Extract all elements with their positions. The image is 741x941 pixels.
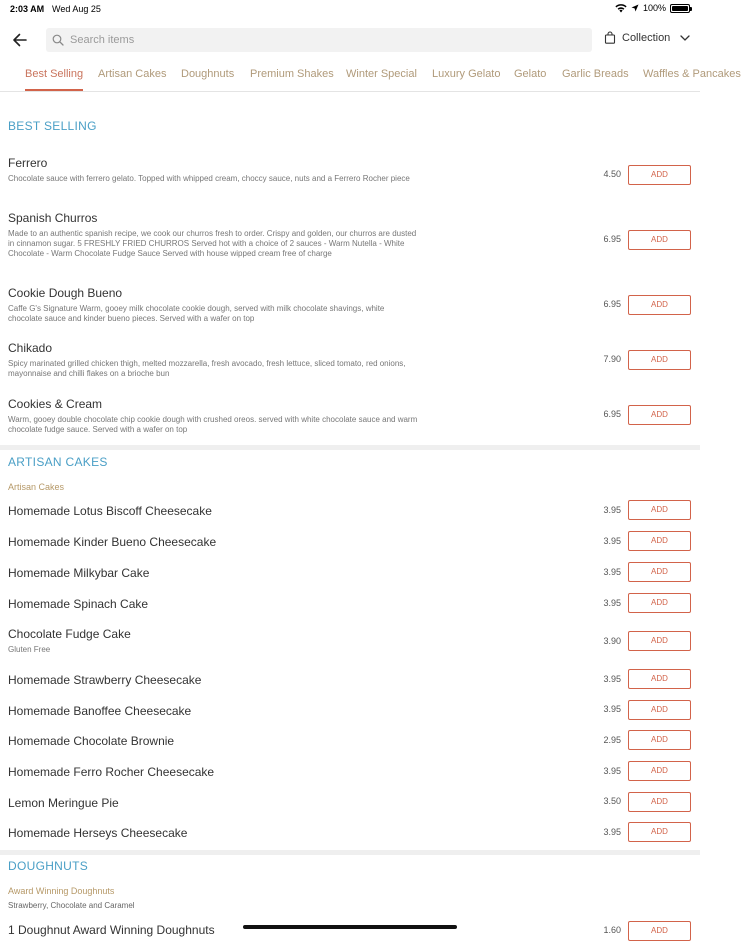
add-button[interactable]: ADD [628, 761, 691, 781]
add-button[interactable]: ADD [628, 405, 691, 425]
item-price: 2.95 [603, 735, 621, 745]
item-description: Spicy marinated grilled chicken thigh, melted mozzarella, fresh avocado, fresh lettuce, sliced tomato, red onions, mayonnaise and chilli flakes on a brioche bun [8, 359, 406, 378]
add-button[interactable]: ADD [628, 500, 691, 520]
item-name: 1 Doughnut Award Winning Doughnuts [8, 923, 215, 937]
item-description: Gluten Free [8, 645, 51, 654]
item-description: Chocolate sauce with ferrero gelato. Topped with whipped cream, choccy sauce, nuts and a Ferrero Rocher piece [8, 174, 410, 183]
category-tabs [0, 64, 741, 92]
item-price: 3.95 [603, 505, 621, 515]
tab-gelato[interactable]: Gelato [514, 68, 547, 80]
item-name: Lemon Meringue Pie [8, 796, 119, 810]
item-price: 3.50 [603, 796, 621, 806]
item-name: Homemade Strawberry Cheesecake [8, 673, 202, 687]
add-button[interactable]: ADD [628, 350, 691, 370]
battery-percent: 100% [642, 3, 666, 13]
item-name: Homemade Ferro Rocher Cheesecake [8, 765, 215, 779]
section-title-best-selling: BEST SELLING [8, 119, 97, 133]
chevron-down-icon [680, 35, 690, 41]
item-description: Made to an authentic spanish recipe, we cook our churros fresh to order. Crispy and golden, our churros are dusted in cinnamon sugar. 5 FRESHLY FRIED CHURROS Served hot with a choice of 2 sauces - Warm Nutella - White Chocolate - Warm Chocolate Fudge Sauce Served with house wipped cream free of charge [8, 229, 417, 258]
section-title-doughnuts: DOUGHNUTS [8, 859, 89, 873]
wifi-icon [615, 4, 627, 13]
item-name: Homemade Banoffee Cheesecake [8, 704, 192, 718]
item-name: Chikado [8, 341, 53, 355]
item-name: Homemade Chocolate Brownie [8, 734, 175, 748]
home-indicator [243, 925, 457, 929]
tab-garlic-breads[interactable]: Garlic Breads [562, 68, 629, 80]
item-price: 3.95 [603, 704, 621, 714]
item-price: 3.90 [603, 636, 621, 646]
add-button[interactable]: ADD [628, 669, 691, 689]
item-price: 3.95 [603, 827, 621, 837]
add-button[interactable]: ADD [628, 921, 691, 941]
section-description: Strawberry, Chocolate and Caramel [8, 901, 135, 910]
section-title-artisan-cakes: ARTISAN CAKES [8, 455, 108, 469]
bag-icon [604, 31, 616, 44]
status-time: 2:03 AM [10, 4, 45, 14]
item-name: Homemade Lotus Biscoff Cheesecake [8, 504, 212, 518]
add-button[interactable]: ADD [628, 730, 691, 750]
add-button[interactable]: ADD [628, 230, 691, 250]
item-price: 3.95 [603, 598, 621, 608]
search-input[interactable] [70, 34, 570, 46]
item-price: 3.95 [603, 536, 621, 546]
status-right [615, 3, 690, 13]
status-date: Wed Aug 25 [52, 4, 101, 14]
tab-doughnuts[interactable]: Doughnuts [181, 68, 235, 80]
add-button[interactable]: ADD [628, 165, 691, 185]
add-button[interactable]: ADD [628, 822, 691, 842]
top-bar [0, 26, 700, 54]
item-price: 3.95 [603, 766, 621, 776]
section-subtitle: Artisan Cakes [8, 482, 65, 492]
arrow-left-icon[interactable] [10, 30, 30, 50]
item-name: Homemade Spinach Cake [8, 597, 149, 611]
add-button[interactable]: ADD [628, 295, 691, 315]
item-price: 3.95 [603, 674, 621, 684]
item-name: Chocolate Fudge Cake [8, 627, 131, 641]
item-name: Cookie Dough Bueno [8, 286, 123, 300]
item-price: 4.50 [603, 169, 621, 179]
item-price: 6.95 [603, 299, 621, 309]
item-price: 1.60 [603, 925, 621, 935]
item-name: Ferrero [8, 156, 48, 170]
item-name: Homemade Kinder Bueno Cheesecake [8, 535, 217, 549]
search-icon [52, 34, 64, 46]
add-button[interactable]: ADD [628, 562, 691, 582]
item-name: Homemade Milkybar Cake [8, 566, 150, 580]
item-price: 7.90 [603, 354, 621, 364]
item-name: Cookies & Cream [8, 397, 103, 411]
add-button[interactable]: ADD [628, 531, 691, 551]
item-price: 6.95 [603, 234, 621, 244]
item-price: 3.95 [603, 567, 621, 577]
status-bar [0, 0, 700, 18]
section-divider [0, 850, 700, 855]
tab-luxury-gelato[interactable]: Luxury Gelato [432, 68, 501, 80]
location-arrow-icon [631, 4, 639, 12]
item-description: Warm, gooey double chocolate chip cookie dough with crushed oreos. served with white chocolate sauce and warm chocolate fudge sauce. Served with a wafer on top [8, 415, 418, 434]
tab-premium-shakes[interactable]: Premium Shakes [250, 68, 334, 80]
item-name: Homemade Herseys Cheesecake [8, 826, 188, 840]
collection-selector[interactable] [604, 31, 690, 44]
item-price: 6.95 [603, 409, 621, 419]
menu-list [0, 92, 700, 937]
search-bar[interactable] [46, 28, 592, 52]
section-divider [0, 445, 700, 450]
item-name: Spanish Churros [8, 211, 98, 225]
collection-label: Collection [622, 31, 671, 44]
tab-waffles-pancakes[interactable]: Waffles & Pancakes [643, 68, 741, 80]
battery-icon [670, 4, 690, 13]
tab-winter-special[interactable]: Winter Special [346, 68, 417, 80]
item-description: Caffe G's Signature Warm, gooey milk chocolate cookie dough, served with milk chocolate shavings, white chocolate sauce and kinder bueno pieces. Served with a wafer on top [8, 304, 385, 323]
add-button[interactable]: ADD [628, 593, 691, 613]
add-button[interactable]: ADD [628, 792, 691, 812]
tab-artisan-cakes[interactable]: Artisan Cakes [98, 68, 167, 80]
section-subtitle: Award Winning Doughnuts [8, 886, 115, 896]
add-button[interactable]: ADD [628, 631, 691, 651]
tab-best-selling[interactable]: Best Selling [25, 68, 83, 91]
add-button[interactable]: ADD [628, 700, 691, 720]
